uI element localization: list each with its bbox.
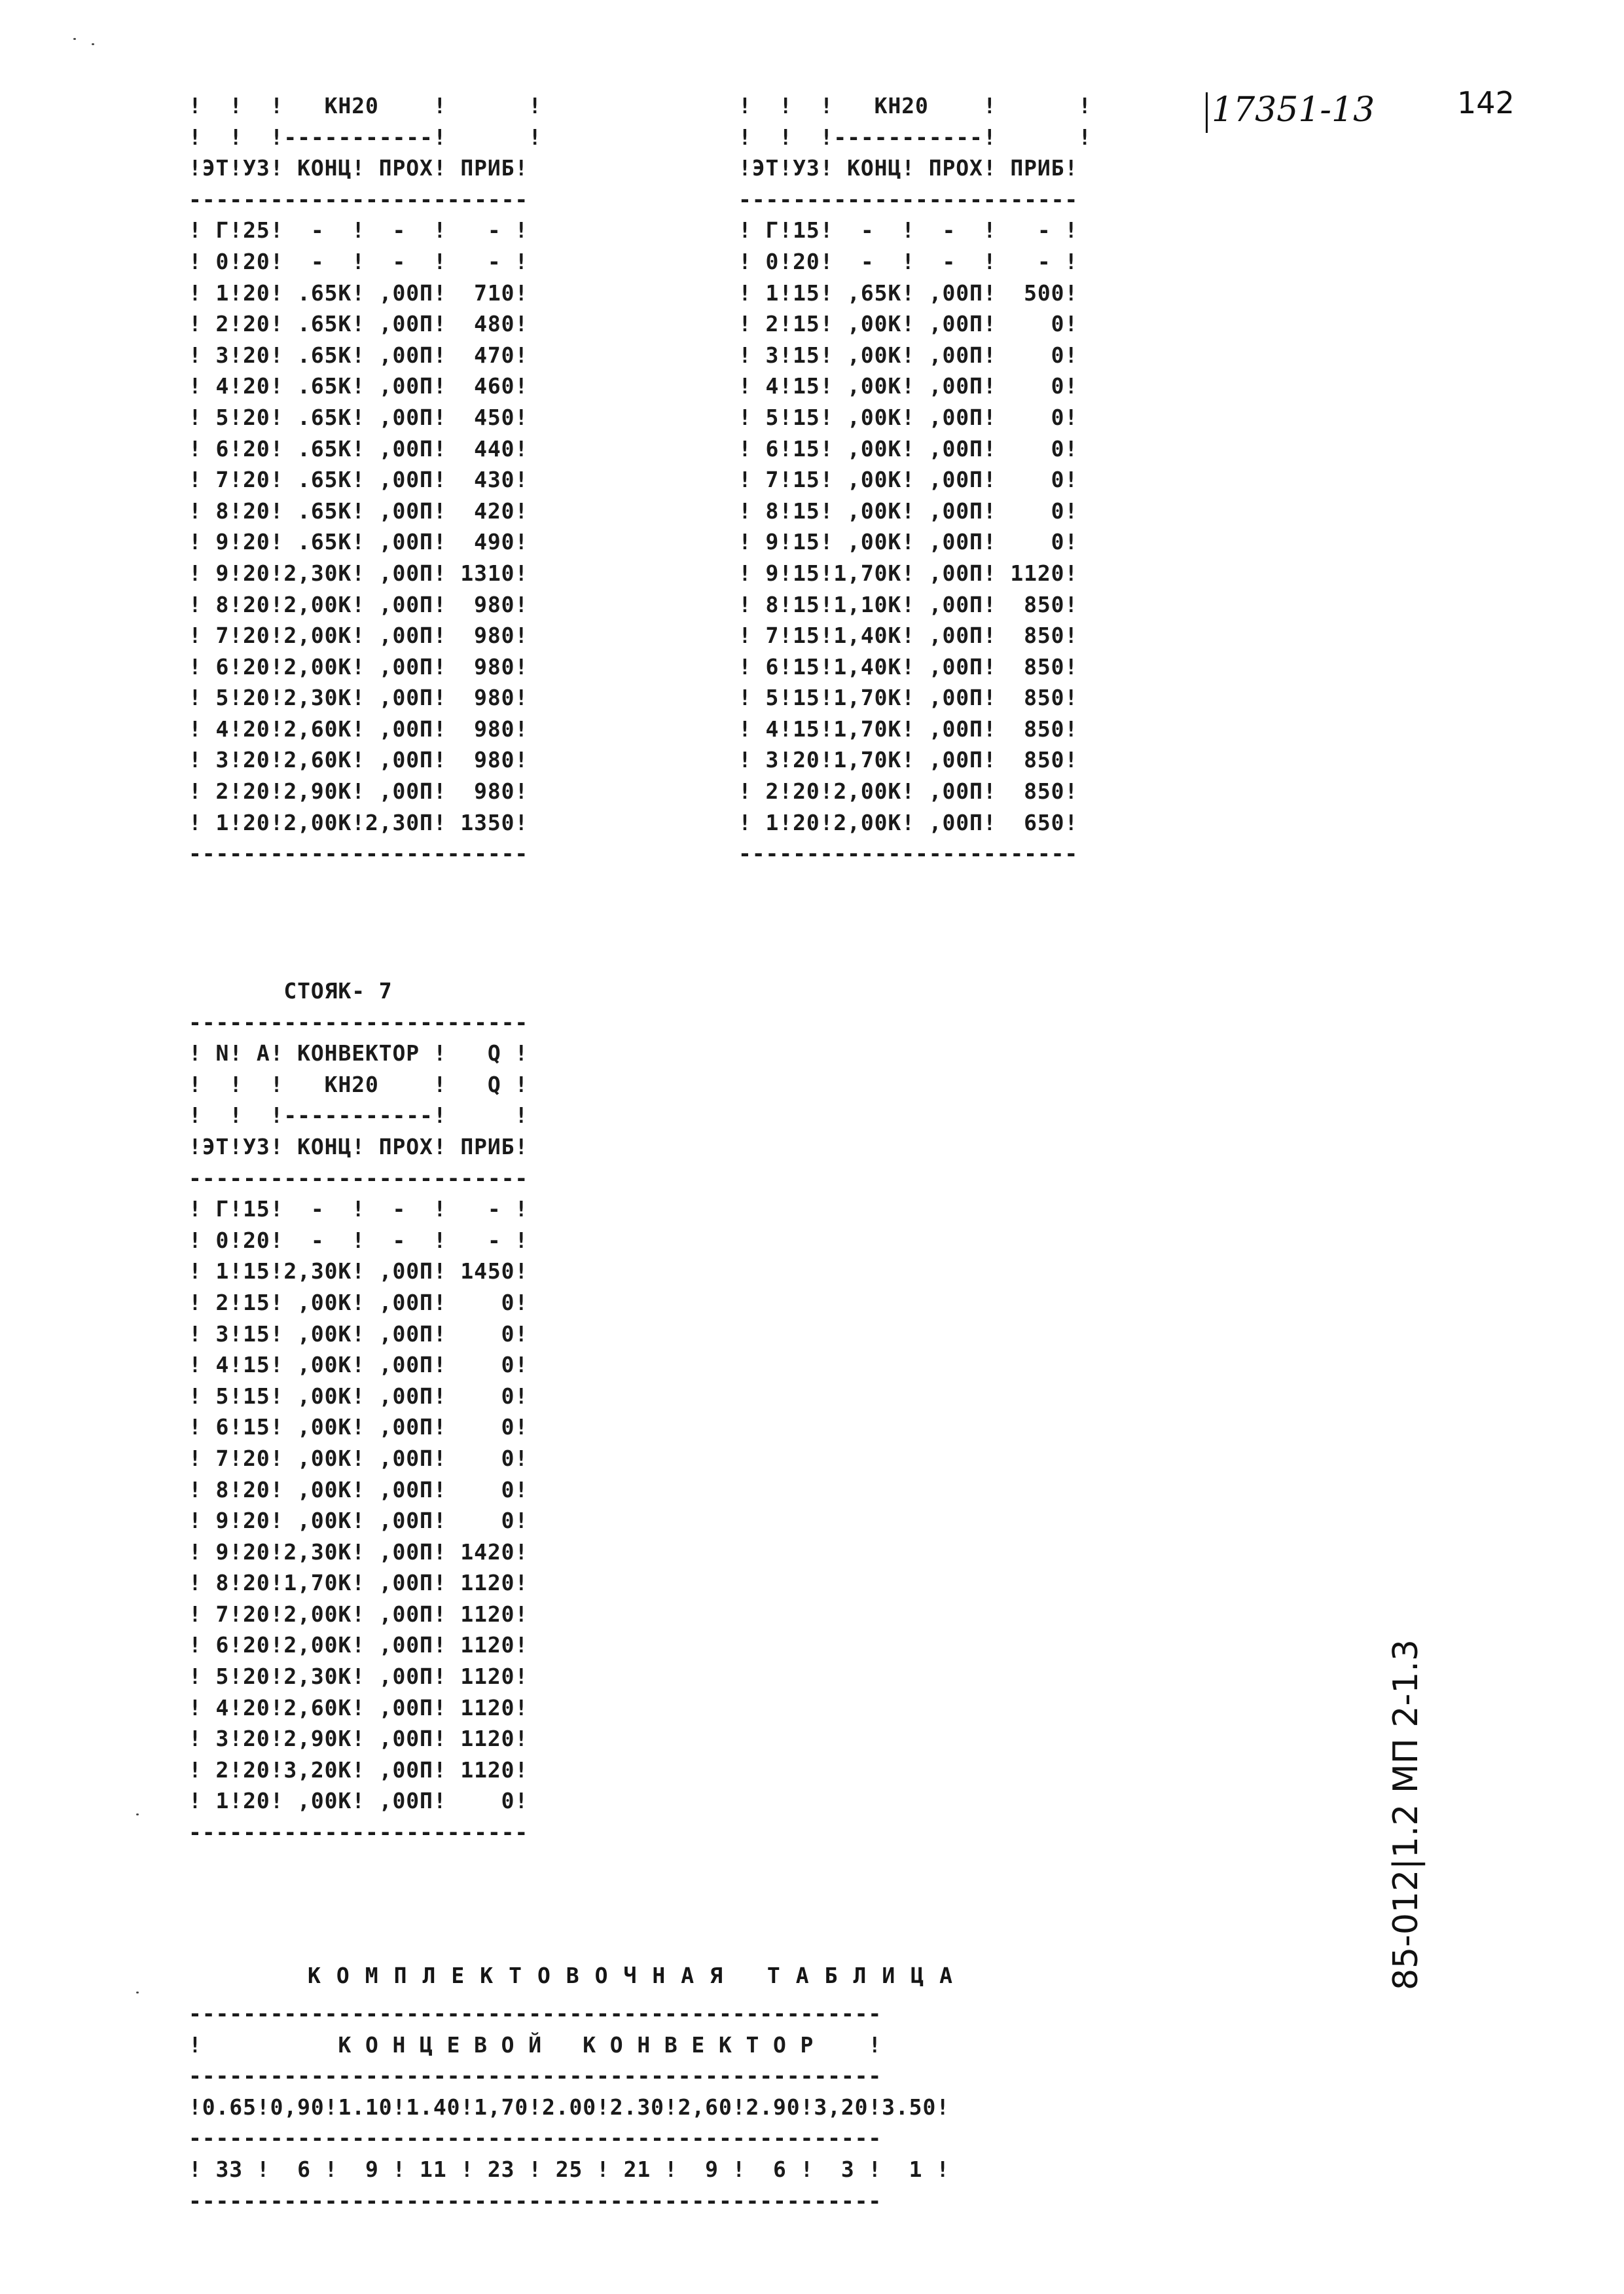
- table-line: ! 7!20! ,00К! ,00П! 0!: [189, 1445, 529, 1471]
- scan-speck: [136, 1813, 139, 1815]
- table-line: ! 5!15! ,00К! ,00П! 0!: [738, 404, 1079, 430]
- table-line: ! 1!15! ,65К! ,00П! 500!: [738, 280, 1079, 306]
- table-line: ! 2!20!3,20К! ,00П! 1120!: [189, 1757, 529, 1783]
- table-line: ! 0!20! - ! - ! - !: [189, 1227, 529, 1253]
- table-line: ! 9!15!1,70К! ,00П! 1120!: [738, 560, 1079, 586]
- summary-table: [189, 1998, 950, 2216]
- table-line: ! 5!20!2,30К! ,00П! 980!: [189, 685, 529, 711]
- table-line: !ЭТ!УЗ! КОНЦ! ПРОХ! ПРИБ!: [189, 1133, 529, 1159]
- table-line: ---------------------------------------------------: [189, 2187, 882, 2213]
- table-line: ! 3!15! ,00К! ,00П! 0!: [189, 1320, 529, 1347]
- scan-speck: [73, 38, 76, 40]
- table-line: ! 8!20! .65К! ,00П! 420!: [189, 498, 529, 524]
- table-line: СТОЯК- 7: [189, 978, 393, 1004]
- table-line: ! ! !-----------! !: [189, 1102, 529, 1129]
- table-line: ! 8!20!1,70К! ,00П! 1120!: [189, 1570, 529, 1596]
- table-line: !ЭТ!УЗ! КОНЦ! ПРОХ! ПРИБ!: [738, 155, 1079, 181]
- table-line: -------------------------: [189, 1165, 529, 1191]
- table-line: ! Г!15! - ! - ! - !: [189, 1196, 529, 1222]
- table-line: ! 2!20!2,00К! ,00П! 850!: [738, 778, 1079, 805]
- table-line: ! 9!20!2,30К! ,00П! 1310!: [189, 560, 529, 586]
- table-line: ---------------------------------------------------: [189, 2125, 882, 2151]
- table-line: ! 8!20!2,00К! ,00П! 980!: [189, 591, 529, 617]
- table-line: ! 6!20! .65К! ,00П! 440!: [189, 435, 529, 462]
- table-line: ! 4!20! .65К! ,00П! 460!: [189, 373, 529, 399]
- table-line: ---------------------------------------------------: [189, 2001, 882, 2026]
- side-document-code: 85-012|1.2 МП 2-1.3: [1386, 1639, 1426, 1990]
- table-line: ! 3!20!1,70К! ,00П! 850!: [738, 747, 1079, 773]
- table-line: ! 33 ! 6 ! 9 ! 11 ! 23 ! 25 ! 21 ! 9 ! 6 ! 3 ! 1 !: [189, 2156, 950, 2182]
- table-line: ! 6!20!2,00К! ,00П! 980!: [189, 653, 529, 680]
- table-line: ! 4!20!2,60К! ,00П! 1120!: [189, 1694, 529, 1720]
- table-line: ! 5!20!2,30К! ,00П! 1120!: [189, 1664, 529, 1690]
- table-line: ! 3!20!2,60К! ,00П! 980!: [189, 747, 529, 773]
- table-line: ! 8!20! ,00К! ,00П! 0!: [189, 1476, 529, 1502]
- table-line: -------------------------: [738, 186, 1079, 212]
- table-line: ! 5!15! ,00К! ,00П! 0!: [189, 1383, 529, 1409]
- table-line: ! 3!20!2,90К! ,00П! 1120!: [189, 1726, 529, 1752]
- table-line: ! ! ! КН20 ! !: [189, 93, 542, 118]
- table-line: ! 9!15! ,00К! ,00П! 0!: [738, 529, 1079, 555]
- table-line: ! 2!20! .65К! ,00П! 480!: [189, 311, 529, 337]
- table-line: ! 9!20! ,00К! ,00П! 0!: [189, 1508, 529, 1534]
- margin-bar: [1206, 92, 1208, 133]
- table-line: -------------------------: [189, 1009, 529, 1035]
- convector-table-kn20-left: [189, 90, 542, 869]
- table-line: ! 0!20! - ! - ! - !: [189, 248, 529, 274]
- table-line: ! 1!20!2,00К! ,00П! 650!: [738, 809, 1079, 835]
- table-line: ! 4!20!2,60К! ,00П! 980!: [189, 716, 529, 742]
- table-line: ! ! ! КН20 ! Q !: [189, 1071, 529, 1097]
- table-line: -------------------------: [738, 841, 1079, 867]
- table-line: ! ! !-----------! !: [738, 124, 1092, 150]
- table-line: !ЭТ!УЗ! КОНЦ! ПРОХ! ПРИБ!: [189, 155, 529, 181]
- table-line: ! 8!15! ,00К! ,00П! 0!: [738, 498, 1079, 524]
- scan-speck: [92, 43, 94, 45]
- table-line: ! 1!20!2,00К!2,30П! 1350!: [189, 809, 529, 835]
- table-line: ! 7!20! .65К! ,00П! 430!: [189, 467, 529, 493]
- table-line: ! 5!20! .65К! ,00П! 450!: [189, 404, 529, 430]
- table-line: ! 2!20!2,90К! ,00П! 980!: [189, 778, 529, 805]
- table-line: ! ! !-----------! !: [189, 124, 542, 150]
- scan-speck: [136, 1992, 139, 1994]
- table-line: ! 3!20! .65К! ,00П! 470!: [189, 342, 529, 368]
- table-line: ! N! А! КОНВЕКТОР ! Q !: [189, 1040, 529, 1066]
- table-line: ! 7!20!2,00К! ,00П! 1120!: [189, 1601, 529, 1627]
- table-line: ! 7!15! ,00К! ,00П! 0!: [738, 467, 1079, 493]
- table-line: ! 7!20!2,00К! ,00П! 980!: [189, 623, 529, 649]
- table-line: ! 2!15! ,00К! ,00П! 0!: [738, 311, 1079, 337]
- table-line: ! Г!25! - ! - ! - !: [189, 217, 529, 244]
- table-line: ! 6!15!1,40К! ,00П! 850!: [738, 653, 1079, 680]
- summary-table-title: КОМПЛЕКТОВОЧНАЯ ТАБЛИЦА: [308, 1963, 968, 1988]
- table-line: ! К О Н Ц Е В О Й К О Н В Е К Т О Р !: [189, 2031, 882, 2058]
- table-line: ! 6!15! ,00К! ,00П! 0!: [738, 435, 1079, 462]
- table-line: ! 4!15!1,70К! ,00П! 850!: [738, 716, 1079, 742]
- table-line: ! 3!15! ,00К! ,00П! 0!: [738, 342, 1079, 368]
- table-line: ! 2!15! ,00К! ,00П! 0!: [189, 1289, 529, 1315]
- riser-7-table: [189, 975, 528, 1848]
- table-line: ! 7!15!1,40К! ,00П! 850!: [738, 623, 1079, 649]
- table-line: ! 1!20! ,00К! ,00П! 0!: [189, 1788, 529, 1814]
- table-line: ! 4!15! ,00К! ,00П! 0!: [189, 1352, 529, 1378]
- table-line: ! 6!15! ,00К! ,00П! 0!: [189, 1414, 529, 1440]
- table-line: -------------------------: [189, 186, 529, 212]
- table-line: ! 9!20!2,30К! ,00П! 1420!: [189, 1538, 529, 1565]
- table-line: ! 1!15!2,30К! ,00П! 1450!: [189, 1258, 529, 1284]
- page-number: 142: [1457, 85, 1515, 120]
- table-line: ! ! ! КН20 ! !: [738, 93, 1092, 118]
- table-line: ! 8!15!1,10К! ,00П! 850!: [738, 591, 1079, 617]
- table-line: ! 4!15! ,00К! ,00П! 0!: [738, 373, 1079, 399]
- convector-table-kn20-right: [738, 90, 1092, 869]
- table-line: ! Г!15! - ! - ! - !: [738, 217, 1079, 244]
- table-line: ! 1!20! .65К! ,00П! 710!: [189, 280, 529, 306]
- table-line: ! 9!20! .65К! ,00П! 490!: [189, 529, 529, 555]
- table-line: -------------------------: [189, 1819, 529, 1846]
- table-line: ---------------------------------------------------: [189, 2063, 882, 2089]
- table-line: !0.65!0,90!1.10!1.40!1,70!2.00!2.30!2,60!2.90!3,20!3.50!: [189, 2094, 950, 2120]
- table-line: ! 0!20! - ! - ! - !: [738, 248, 1079, 274]
- table-line: -------------------------: [189, 841, 529, 867]
- document-number-text: 17351-13: [1212, 90, 1375, 130]
- handwritten-document-number: [1206, 90, 1375, 133]
- table-line: ! 6!20!2,00К! ,00П! 1120!: [189, 1632, 529, 1658]
- table-line: ! 5!15!1,70К! ,00П! 850!: [738, 685, 1079, 711]
